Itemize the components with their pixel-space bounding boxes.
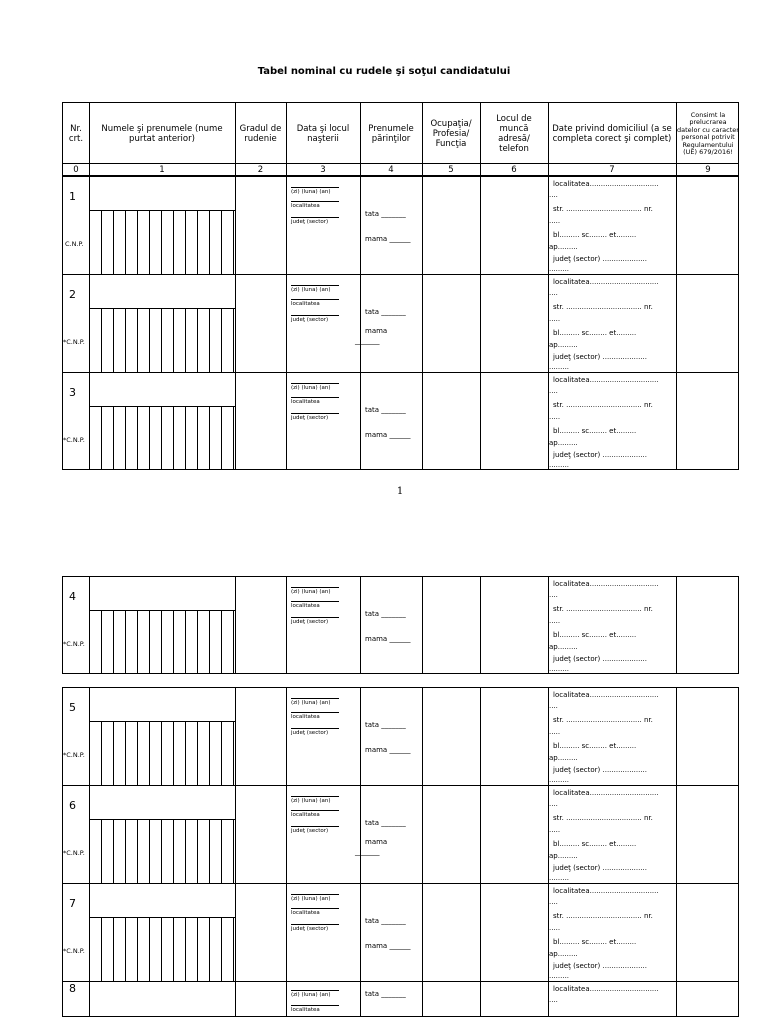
address-apartment: ap.........: [549, 643, 578, 651]
father-name-field: tata _______: [365, 610, 406, 618]
address-apartment: ap.........: [549, 754, 578, 762]
table-row: [63, 373, 738, 471]
address-apartment: ap.........: [549, 243, 578, 251]
address-bloc: bl......... sc........ et.........: [553, 427, 637, 435]
cnp-label: *C.N.P.: [63, 947, 85, 955]
address-judet-cont: .........: [549, 776, 570, 784]
birth-date-line: (zi) (luna) (an): [291, 385, 331, 391]
birth-date-line: (zi) (luna) (an): [291, 798, 331, 804]
birth-place-localitatea: localitatea: [291, 910, 320, 916]
birth-place-judet: judeţ (sector): [291, 730, 329, 736]
address-judet: judeţ (sector) ....................: [553, 766, 647, 774]
father-name-field: tata _______: [365, 917, 406, 925]
table-body-section: [62, 176, 739, 470]
row-number: 1: [69, 190, 76, 203]
row-number: 2: [69, 288, 76, 301]
address-localitatea-cont: ....: [549, 996, 558, 1004]
father-name-field: tata _______: [365, 406, 406, 414]
address-street: str. .................................. nr.: [553, 303, 653, 311]
address-bloc: bl......... sc........ et.........: [553, 742, 637, 750]
address-apartment: ap.........: [549, 341, 578, 349]
table-row: [63, 275, 738, 373]
header-domiciliu: Date privind domiciliul (a se completa corect şi complet): [552, 124, 672, 144]
address-street-cont: .....: [549, 617, 561, 625]
birth-date-line: (zi) (luna) (an): [291, 589, 331, 595]
birth-date-line: (zi) (luna) (an): [291, 189, 331, 195]
cnp-label: *C.N.P.: [63, 640, 85, 648]
address-street-cont: .....: [549, 826, 561, 834]
address-street: str. .................................. nr.: [553, 814, 653, 822]
birth-place-localitatea: localitatea: [291, 399, 320, 405]
address-apartment: ap.........: [549, 439, 578, 447]
address-judet-cont: .........: [549, 461, 570, 469]
birth-date-line: (zi) (luna) (an): [291, 700, 331, 706]
header-parinti: Prenumele părinţilor: [368, 124, 414, 144]
address-bloc: bl......... sc........ et.........: [553, 840, 637, 848]
address-street-cont: .....: [549, 728, 561, 736]
address-judet: judeţ (sector) ....................: [553, 962, 647, 970]
document-title: Tabel nominal cu rudele şi soţul candidatului: [257, 66, 511, 77]
birth-date-line: (zi) (luna) (an): [291, 896, 331, 902]
cnp-label: *C.N.P.: [63, 436, 85, 444]
address-apartment: ap.........: [549, 852, 578, 860]
address-localitatea: localitatea...............................: [553, 180, 659, 188]
mother-name-field: mama ______: [365, 746, 411, 754]
birth-date-line: (zi) (luna) (an): [291, 992, 331, 998]
address-localitatea: localitatea...............................: [553, 376, 659, 384]
row-number: 7: [69, 897, 76, 910]
table-row: [63, 577, 738, 675]
address-bloc: bl......... sc........ et.........: [553, 231, 637, 239]
birth-place-localitatea: localitatea: [291, 812, 320, 818]
address-street: str. .................................. nr.: [553, 401, 653, 409]
header-grad: Gradul de rudenie: [239, 124, 282, 144]
address-judet-cont: .........: [549, 972, 570, 980]
birth-place-localitatea: localitatea: [291, 301, 320, 307]
col-num-7: 7: [609, 165, 615, 175]
address-judet: judeţ (sector) ....................: [553, 655, 647, 663]
father-name-field: tata _______: [365, 721, 406, 729]
row-number: 8: [69, 982, 76, 995]
birth-place-judet: judeţ (sector): [291, 619, 329, 625]
birth-place-judet: judeţ (sector): [291, 415, 329, 421]
row-number: 3: [69, 386, 76, 399]
table-row: [63, 177, 738, 275]
address-localitatea-cont: ....: [549, 898, 558, 906]
mother-name-underline: _______: [355, 848, 380, 856]
address-localitatea-cont: ....: [549, 800, 558, 808]
address-localitatea-cont: ....: [549, 289, 558, 297]
col-num-4: 4: [388, 165, 394, 175]
father-name-field: tata _______: [365, 210, 406, 218]
col-num-5: 5: [448, 165, 454, 175]
address-judet-cont: .........: [549, 265, 570, 273]
header-loc-munca: Locul de muncă adresă/ telefon: [496, 114, 532, 154]
birth-place-judet: judeţ (sector): [291, 317, 329, 323]
birth-place-localitatea: localitatea: [291, 1007, 320, 1013]
address-localitatea: localitatea...............................: [553, 789, 659, 797]
address-judet: judeţ (sector) ....................: [553, 451, 647, 459]
address-street-cont: .....: [549, 413, 561, 421]
address-judet-cont: .........: [549, 665, 570, 673]
table-row: [63, 786, 738, 884]
col-num-3: 3: [320, 165, 326, 175]
address-street: str. .................................. nr.: [553, 716, 653, 724]
address-localitatea-cont: ....: [549, 702, 558, 710]
cnp-label: *C.N.P.: [63, 751, 85, 759]
cnp-label: C.N.P.: [65, 240, 84, 248]
col-num-2: 2: [257, 165, 264, 175]
address-localitatea: localitatea...............................: [553, 985, 659, 993]
mother-name-field: mama ______: [365, 431, 411, 439]
address-localitatea: localitatea...............................: [553, 887, 659, 895]
mother-name-field: mama ______: [365, 635, 411, 643]
row-number: 4: [69, 590, 76, 603]
father-name-field: tata _______: [365, 308, 406, 316]
row-number: 6: [69, 799, 76, 812]
mother-name-field: mama: [365, 838, 388, 846]
birth-place-judet: judeţ (sector): [291, 926, 329, 932]
address-judet: judeţ (sector) ....................: [553, 353, 647, 361]
address-apartment: ap.........: [549, 950, 578, 958]
mother-name-underline: _______: [355, 337, 380, 345]
birth-place-localitatea: localitatea: [291, 603, 320, 609]
table-body-section: [62, 687, 739, 1017]
address-street: str. .................................. nr.: [553, 205, 653, 213]
cnp-label: *C.N.P.: [63, 338, 85, 346]
address-judet: judeţ (sector) ....................: [553, 864, 647, 872]
mother-name-field: mama ______: [365, 942, 411, 950]
address-localitatea: localitatea...............................: [553, 691, 659, 699]
address-judet-cont: .........: [549, 874, 570, 882]
address-localitatea: localitatea...............................: [553, 580, 659, 588]
table-header: [62, 102, 739, 164]
address-street: str. .................................. nr.: [553, 605, 653, 613]
address-judet: judeţ (sector) ....................: [553, 255, 647, 263]
birth-place-localitatea: localitatea: [291, 714, 320, 720]
table-body-section: [62, 576, 739, 674]
header-consimt: Consimt la prelucrarea datelor cu caracter personal potrivit Regulamentului (UE) 679/2016!: [677, 110, 739, 156]
cnp-label: *C.N.P.: [63, 849, 85, 857]
address-judet-cont: .........: [549, 363, 570, 371]
col-num-6: 6: [511, 165, 517, 175]
address-localitatea-cont: ....: [549, 387, 558, 395]
row-number: 5: [69, 701, 76, 714]
col-num-1: 1: [159, 165, 165, 175]
address-street-cont: .....: [549, 315, 561, 323]
address-street-cont: .....: [549, 217, 561, 225]
mother-name-field: mama ______: [365, 235, 411, 243]
table-row: [63, 982, 738, 1018]
address-street: str. .................................. nr.: [553, 912, 653, 920]
table-row: [63, 884, 738, 982]
header-name: Numele şi prenumele (nume purtat anterior): [101, 124, 223, 144]
col-num-0: 0: [73, 165, 79, 175]
address-localitatea-cont: ....: [549, 591, 558, 599]
mother-name-field: mama: [365, 327, 388, 335]
address-localitatea: localitatea...............................: [553, 278, 659, 286]
birth-place-localitatea: localitatea: [291, 203, 320, 209]
father-name-field: tata _______: [365, 819, 406, 827]
table-row: [63, 688, 738, 786]
col-num-9: 9: [705, 165, 711, 175]
header-nr: Nr. crt.: [68, 124, 84, 144]
address-bloc: bl......... sc........ et.........: [553, 329, 637, 337]
birth-date-line: (zi) (luna) (an): [291, 287, 331, 293]
address-bloc: bl......... sc........ et.........: [553, 938, 637, 946]
father-name-field: tata _______: [365, 990, 406, 998]
birth-place-judet: judeţ (sector): [291, 219, 329, 225]
address-bloc: bl......... sc........ et.........: [553, 631, 637, 639]
column-number-row: [62, 163, 739, 176]
address-localitatea-cont: ....: [549, 191, 558, 199]
header-data: Data şi locul naşterii: [296, 124, 350, 144]
page-number: 1: [396, 486, 404, 497]
birth-place-judet: judeţ (sector): [291, 828, 329, 834]
header-ocupatia: Ocupaţia/ Profesia/ Funcţia: [430, 119, 472, 149]
address-street-cont: .....: [549, 924, 561, 932]
